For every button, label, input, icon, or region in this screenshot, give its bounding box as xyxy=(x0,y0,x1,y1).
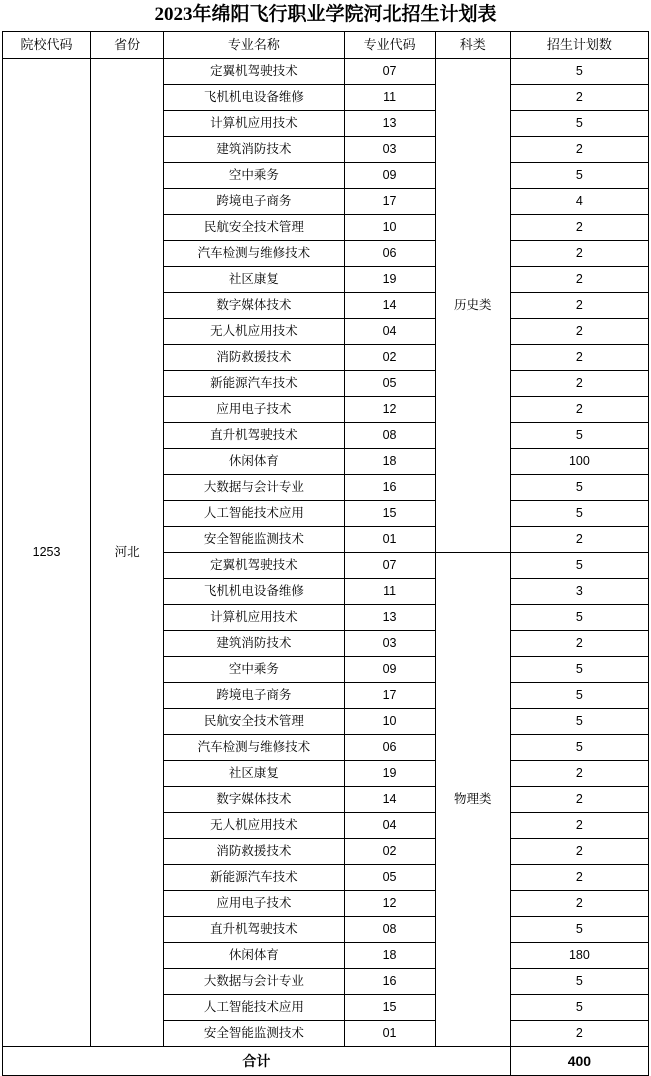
major-name-cell: 计算机应用技术 xyxy=(164,111,344,137)
major-name-cell: 无人机应用技术 xyxy=(164,813,344,839)
plan-count-cell: 180 xyxy=(510,943,648,969)
column-header-major-code: 专业代码 xyxy=(344,32,435,59)
major-code-cell: 06 xyxy=(344,241,435,267)
major-name-cell: 安全智能监测技术 xyxy=(164,1021,344,1047)
plan-count-cell: 2 xyxy=(510,813,648,839)
plan-count-cell: 5 xyxy=(510,735,648,761)
major-name-cell: 民航安全技术管理 xyxy=(164,709,344,735)
major-name-cell: 汽车检测与维修技术 xyxy=(164,241,344,267)
plan-count-cell: 2 xyxy=(510,85,648,111)
major-code-cell: 03 xyxy=(344,137,435,163)
major-code-cell: 08 xyxy=(344,423,435,449)
column-header-province: 省份 xyxy=(91,32,164,59)
table-body xyxy=(3,59,649,1047)
major-name-cell: 人工智能技术应用 xyxy=(164,995,344,1021)
major-code-cell: 19 xyxy=(344,761,435,787)
page-title: 2023年绵阳飞行职业学院河北招生计划表 xyxy=(154,4,497,25)
plan-count-cell: 2 xyxy=(510,839,648,865)
major-code-cell: 13 xyxy=(344,111,435,137)
major-code-cell: 11 xyxy=(344,579,435,605)
major-name-cell: 应用电子技术 xyxy=(164,397,344,423)
major-name-cell: 大数据与会计专业 xyxy=(164,969,344,995)
major-name-cell: 数字媒体技术 xyxy=(164,787,344,813)
major-code-cell: 16 xyxy=(344,475,435,501)
major-code-cell: 01 xyxy=(344,1021,435,1047)
major-code-cell: 17 xyxy=(344,683,435,709)
admission-plan-table xyxy=(2,31,649,1076)
plan-count-cell: 5 xyxy=(510,969,648,995)
major-code-cell: 12 xyxy=(344,397,435,423)
major-code-cell: 04 xyxy=(344,813,435,839)
plan-count-cell: 5 xyxy=(510,709,648,735)
column-header-subject-category: 科类 xyxy=(435,32,510,59)
major-name-cell: 飞机机电设备维修 xyxy=(164,579,344,605)
subject-category-cell: 历史类 xyxy=(435,59,510,553)
table-row xyxy=(3,59,649,85)
plan-count-cell: 2 xyxy=(510,397,648,423)
total-row xyxy=(3,1047,649,1076)
major-name-cell: 社区康复 xyxy=(164,267,344,293)
plan-count-cell: 100 xyxy=(510,449,648,475)
column-header-major-name: 专业名称 xyxy=(164,32,344,59)
total-value: 400 xyxy=(510,1047,648,1076)
plan-count-cell: 2 xyxy=(510,345,648,371)
major-name-cell: 安全智能监测技术 xyxy=(164,527,344,553)
major-name-cell: 休闲体育 xyxy=(164,943,344,969)
plan-count-cell: 2 xyxy=(510,319,648,345)
major-name-cell: 大数据与会计专业 xyxy=(164,475,344,501)
major-code-cell: 10 xyxy=(344,215,435,241)
major-name-cell: 计算机应用技术 xyxy=(164,605,344,631)
major-name-cell: 休闲体育 xyxy=(164,449,344,475)
subject-category-cell: 物理类 xyxy=(435,553,510,1047)
table-header-row xyxy=(3,32,649,59)
major-code-cell: 09 xyxy=(344,163,435,189)
major-code-cell: 04 xyxy=(344,319,435,345)
plan-count-cell: 5 xyxy=(510,111,648,137)
plan-count-cell: 2 xyxy=(510,215,648,241)
major-name-cell: 直升机驾驶技术 xyxy=(164,917,344,943)
plan-count-cell: 5 xyxy=(510,475,648,501)
major-code-cell: 17 xyxy=(344,189,435,215)
major-code-cell: 19 xyxy=(344,267,435,293)
major-code-cell: 07 xyxy=(344,553,435,579)
major-code-cell: 05 xyxy=(344,865,435,891)
plan-count-cell: 5 xyxy=(510,553,648,579)
major-code-cell: 08 xyxy=(344,917,435,943)
plan-count-cell: 2 xyxy=(510,1021,648,1047)
column-header-school-code: 院校代码 xyxy=(3,32,91,59)
major-code-cell: 15 xyxy=(344,995,435,1021)
major-code-cell: 06 xyxy=(344,735,435,761)
major-name-cell: 消防救援技术 xyxy=(164,345,344,371)
major-name-cell: 空中乘务 xyxy=(164,657,344,683)
major-code-cell: 16 xyxy=(344,969,435,995)
major-name-cell: 社区康复 xyxy=(164,761,344,787)
major-code-cell: 14 xyxy=(344,787,435,813)
plan-count-cell: 2 xyxy=(510,761,648,787)
major-code-cell: 18 xyxy=(344,943,435,969)
major-code-cell: 05 xyxy=(344,371,435,397)
major-name-cell: 直升机驾驶技术 xyxy=(164,423,344,449)
plan-count-cell: 5 xyxy=(510,423,648,449)
major-name-cell: 跨境电子商务 xyxy=(164,189,344,215)
table-header xyxy=(3,32,649,59)
plan-count-cell: 5 xyxy=(510,59,648,85)
plan-count-cell: 5 xyxy=(510,501,648,527)
major-name-cell: 数字媒体技术 xyxy=(164,293,344,319)
major-code-cell: 13 xyxy=(344,605,435,631)
major-code-cell: 14 xyxy=(344,293,435,319)
major-name-cell: 新能源汽车技术 xyxy=(164,371,344,397)
major-name-cell: 新能源汽车技术 xyxy=(164,865,344,891)
plan-count-cell: 2 xyxy=(510,241,648,267)
plan-count-cell: 2 xyxy=(510,631,648,657)
major-name-cell: 定翼机驾驶技术 xyxy=(164,59,344,85)
plan-count-cell: 5 xyxy=(510,605,648,631)
total-label: 合计 xyxy=(3,1047,511,1076)
major-name-cell: 跨境电子商务 xyxy=(164,683,344,709)
plan-count-cell: 2 xyxy=(510,865,648,891)
table-footer xyxy=(3,1047,649,1076)
major-name-cell: 民航安全技术管理 xyxy=(164,215,344,241)
major-name-cell: 建筑消防技术 xyxy=(164,137,344,163)
major-code-cell: 10 xyxy=(344,709,435,735)
major-name-cell: 建筑消防技术 xyxy=(164,631,344,657)
plan-count-cell: 5 xyxy=(510,163,648,189)
major-code-cell: 11 xyxy=(344,85,435,111)
major-code-cell: 03 xyxy=(344,631,435,657)
plan-count-cell: 2 xyxy=(510,137,648,163)
plan-count-cell: 5 xyxy=(510,657,648,683)
major-name-cell: 飞机机电设备维修 xyxy=(164,85,344,111)
major-code-cell: 01 xyxy=(344,527,435,553)
plan-count-cell: 5 xyxy=(510,995,648,1021)
province-cell: 河北 xyxy=(91,59,164,1047)
major-code-cell: 02 xyxy=(344,839,435,865)
plan-count-cell: 2 xyxy=(510,371,648,397)
major-code-cell: 12 xyxy=(344,891,435,917)
column-header-plan-count: 招生计划数 xyxy=(510,32,648,59)
major-code-cell: 07 xyxy=(344,59,435,85)
major-name-cell: 无人机应用技术 xyxy=(164,319,344,345)
major-name-cell: 空中乘务 xyxy=(164,163,344,189)
major-code-cell: 02 xyxy=(344,345,435,371)
major-code-cell: 18 xyxy=(344,449,435,475)
plan-count-cell: 3 xyxy=(510,579,648,605)
plan-count-cell: 2 xyxy=(510,267,648,293)
plan-count-cell: 5 xyxy=(510,917,648,943)
plan-count-cell: 5 xyxy=(510,683,648,709)
plan-count-cell: 2 xyxy=(510,293,648,319)
major-name-cell: 汽车检测与维修技术 xyxy=(164,735,344,761)
major-name-cell: 人工智能技术应用 xyxy=(164,501,344,527)
major-name-cell: 定翼机驾驶技术 xyxy=(164,553,344,579)
major-code-cell: 15 xyxy=(344,501,435,527)
major-name-cell: 消防救援技术 xyxy=(164,839,344,865)
major-name-cell: 应用电子技术 xyxy=(164,891,344,917)
major-code-cell: 09 xyxy=(344,657,435,683)
plan-count-cell: 2 xyxy=(510,787,648,813)
school-code-cell: 1253 xyxy=(3,59,91,1047)
plan-count-cell: 4 xyxy=(510,189,648,215)
plan-count-cell: 2 xyxy=(510,527,648,553)
plan-count-cell: 2 xyxy=(510,891,648,917)
